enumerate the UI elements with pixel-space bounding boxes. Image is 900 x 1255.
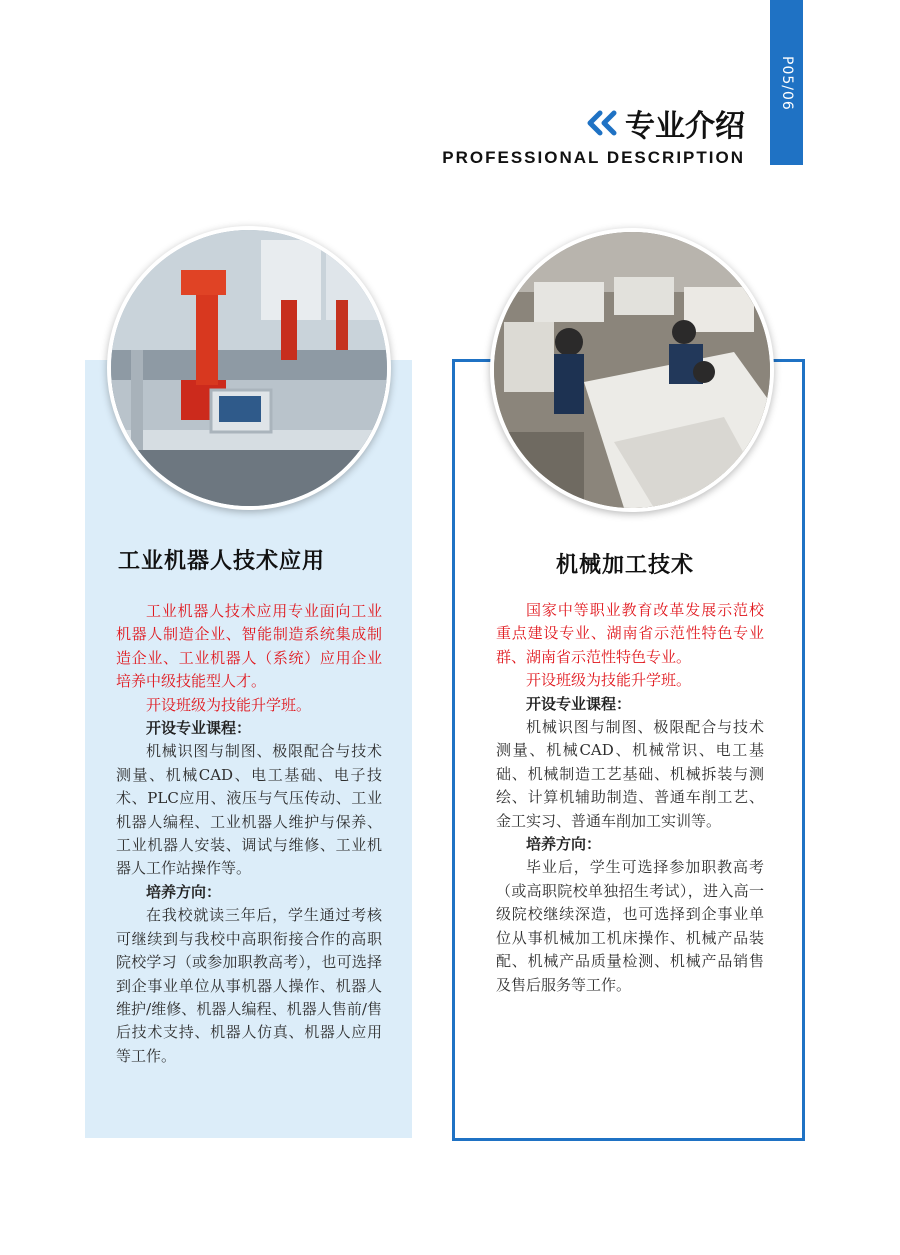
left-major-title: 工业机器人技术应用	[118, 548, 326, 574]
section-title	[442, 108, 745, 146]
right-major-description	[496, 599, 764, 997]
robot-lab-photo	[107, 226, 391, 510]
left-courses-heading: 开设专业课程：	[146, 719, 252, 738]
left-major-description	[116, 600, 382, 1068]
section-subtitle: PROFESSIONAL DESCRIPTION	[442, 148, 745, 167]
right-intro: 国家中等职业教育改革发展示范校重点建设专业、湖南省示范性特色专业群、湖南省示范性特色专业。	[496, 601, 764, 666]
right-major-title: 机械加工技术	[556, 552, 695, 578]
right-direction-heading: 培养方向：	[526, 835, 602, 854]
double-chevron-left-icon	[585, 108, 619, 146]
section-title-text: 专业介绍	[625, 109, 745, 144]
left-direction: 在我校就读三年后，学生通过考核可继续到与我校中高职衔接合作的高职院校学习（或参加职教高考），也可选择到企事业单位从事机器人操作、机器人维护/维修、机器人编程、机器人售前/售后技术支持、机器人仿真、机器人应用等工作。	[116, 906, 382, 1065]
left-intro: 工业机器人技术应用专业面向工业机器人制造企业、智能制造系统集成制造企业、工业机器人（系统）应用企业培养中级技能型人才。	[116, 602, 382, 691]
page-number-tab	[770, 0, 803, 165]
left-courses: 机械识图与制图、极限配合与技术测量、机械CAD、电工基础、电子技术、PLC应用、液压与气压传动、工业机器人编程、工业机器人维护与保养、工业机器人安装、调试与维修、工业机器人工作站操作等。	[116, 742, 382, 878]
left-direction-heading: 培养方向：	[146, 882, 222, 901]
left-class-note: 开设班级为技能升学班。	[146, 695, 312, 714]
page-number: P05/06	[779, 55, 795, 111]
right-courses: 机械识图与制图、极限配合与技术测量、机械CAD、机械常识、电工基础、机械制造工艺基础、机械拆装与测绘、计算机辅助制造、普通车削工艺、金工实习、普通车削加工实训等。	[496, 718, 764, 830]
right-courses-heading: 开设专业课程：	[526, 694, 632, 713]
machining-workshop-photo	[490, 228, 774, 512]
section-header	[442, 108, 745, 168]
right-direction: 毕业后，学生可选择参加职教高考（或高职院校单独招生考试），进入高一级院校继续深造，也可选择到企事业单位从事机械加工机床操作、机械产品装配、机械产品质量检测、机械产品销售及售后服务等工作。	[496, 858, 764, 994]
right-class-note: 开设班级为技能升学班。	[526, 671, 692, 690]
